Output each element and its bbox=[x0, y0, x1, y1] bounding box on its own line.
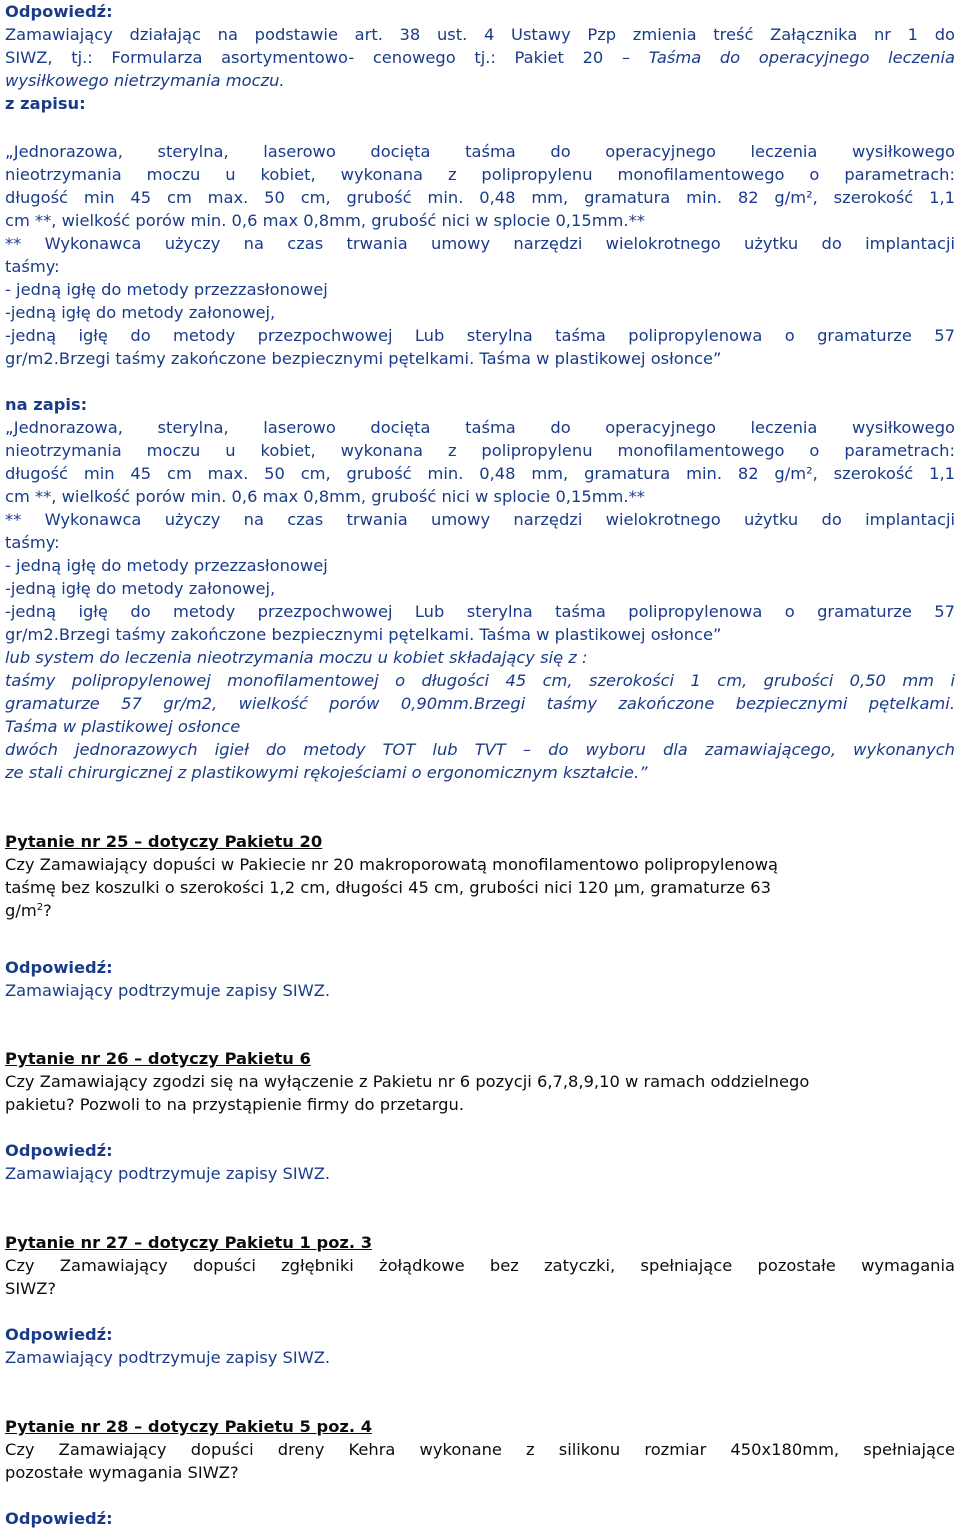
text-line: „Jednorazowa, sterylna, laserowo docięta taśma do operacyjnego leczenia wysiłkowego bbox=[5, 142, 955, 161]
text-line: Czy Zamawiający dopuści w Pakiecie nr 20 makroporowatą monofilamentowo polipropylenową bbox=[5, 855, 779, 874]
text-line: długość min 45 cm max. 50 cm, grubość min. 0,48 mm, gramatura min. 82 g/m², szerokość 1,1 bbox=[5, 188, 955, 207]
question-heading: Pytanie nr 25 – dotyczy Pakietu 20 bbox=[5, 832, 323, 851]
text-line: nieotrzymania moczu u kobiet, wykonana z polipropylenu monofilamentowego o parametrach: bbox=[5, 165, 955, 184]
text-line: Czy Zamawiający zgodzi się na wyłączenie z Pakietu nr 6 pozycji 6,7,8,9,10 w ramach oddzielnego bbox=[5, 1072, 810, 1091]
text-line: taśmy: bbox=[5, 257, 60, 276]
answer-heading: Odpowiedź: bbox=[5, 1325, 113, 1344]
text-line: wysiłkowego nietrzymania moczu. bbox=[5, 71, 285, 90]
text-line: długość min 45 cm max. 50 cm, grubość min. 0,48 mm, gramatura min. 82 g/m², szerokość 1,1 bbox=[5, 464, 955, 483]
text-line: Czy Zamawiający dopuści zgłębniki żołądkowe bez zatyczki, spełniające pozostałe wymagania bbox=[5, 1256, 955, 1275]
text-line: Zamawiający podtrzymuje zapisy SIWZ. bbox=[5, 1164, 331, 1183]
text-line: ** Wykonawca użyczy na czas trwania umowy narzędzi wielokrotnego użytku do implantacji bbox=[5, 510, 955, 529]
text-line: cm **, wielkość porów min. 0,6 max 0,8mm, grubość nici w splocie 0,15mm.** bbox=[5, 211, 645, 230]
text-line: Zamawiający podtrzymuje zapisy SIWZ. bbox=[5, 1348, 331, 1367]
text-line: Zamawiający podtrzymuje zapisy SIWZ. bbox=[5, 981, 331, 1000]
text-line: lub system do leczenia nieotrzymania moczu u kobiet składający się z : bbox=[5, 648, 588, 667]
text-line: -jedną igłę do metody załonowej, bbox=[5, 303, 276, 322]
text-line: -jedną igłę do metody przezpochwowej Lub sterylna taśma polipropylenowa o gramaturze 57 bbox=[5, 602, 955, 621]
answer-heading: Odpowiedź: bbox=[5, 2, 113, 21]
text-line: - jedną igłę do metody przezzasłonowej bbox=[5, 556, 328, 575]
text-line: - jedną igłę do metody przezzasłonowej bbox=[5, 280, 328, 299]
text-segment: SIWZ, tj.: Formularza asortymentowo- cenowego tj.: Pakiet 20 – bbox=[5, 48, 649, 67]
answer-heading: Odpowiedź: bbox=[5, 1141, 113, 1160]
text-line: -jedną igłę do metody załonowej, bbox=[5, 579, 276, 598]
text-line bbox=[5, 46, 955, 69]
text-line: cm **, wielkość porów min. 0,6 max 0,8mm, grubość nici w splocie 0,15mm.** bbox=[5, 487, 645, 506]
question-heading: Pytanie nr 28 – dotyczy Pakietu 5 poz. 4 bbox=[5, 1417, 373, 1436]
text-line: dwóch jednorazowych igieł do metody TOT lub TVT – do wyboru dla zamawiającego, wykonanych bbox=[5, 740, 955, 759]
text-line: taśmy polipropylenowej monofilamentowej o długości 45 cm, szerokości 1 cm, grubości 0,50 mm i bbox=[5, 671, 955, 690]
text-line: gramaturze 57 gr/m2, wielkość porów 0,90mm.Brzegi taśmy zakończone bezpiecznymi pętelkami. bbox=[5, 694, 955, 713]
text-line: SIWZ? bbox=[5, 1279, 57, 1298]
text-line: Zamawiający działając na podstawie art. 38 ust. 4 Ustawy Pzp zmienia treść Załącznika nr 1 do bbox=[5, 25, 955, 44]
text-line: ze stali chirurgicznej z plastikowymi rękojeściami o ergonomicznym kształcie.” bbox=[5, 763, 648, 782]
text-line: pakietu? Pozwoli to na przystąpienie firmy do przetargu. bbox=[5, 1095, 464, 1114]
text-segment: ? bbox=[43, 901, 52, 920]
text-line bbox=[5, 899, 955, 922]
from-text-heading: z zapisu: bbox=[5, 94, 86, 113]
text-line: ** Wykonawca użyczy na czas trwania umowy narzędzi wielokrotnego użytku do implantacji bbox=[5, 234, 955, 253]
question-heading: Pytanie nr 26 – dotyczy Pakietu 6 bbox=[5, 1049, 311, 1068]
text-line: gr/m2.Brzegi taśmy zakończone bezpiecznymi pętelkami. Taśma w plastikowej osłonce” bbox=[5, 349, 722, 368]
text-line: nieotrzymania moczu u kobiet, wykonana z polipropylenu monofilamentowego o parametrach: bbox=[5, 441, 955, 460]
text-line: -jedną igłę do metody przezpochwowej Lub sterylna taśma polipropylenowa o gramaturze 57 bbox=[5, 326, 955, 345]
text-segment: g/m bbox=[5, 901, 37, 920]
text-segment: 2 bbox=[36, 902, 44, 913]
text-segment: Taśma do operacyjnego leczenia bbox=[648, 48, 955, 67]
text-line: taśmy: bbox=[5, 533, 60, 552]
text-line: pozostałe wymagania SIWZ? bbox=[5, 1463, 239, 1482]
text-line: Taśma w plastikowej osłonce bbox=[5, 717, 241, 736]
text-line: gr/m2.Brzegi taśmy zakończone bezpiecznymi pętelkami. Taśma w plastikowej osłonce” bbox=[5, 625, 722, 644]
text-line: Czy Zamawiający dopuści dreny Kehra wykonane z silikonu rozmiar 450x180mm, spełniające bbox=[5, 1440, 955, 1459]
answer-heading: Odpowiedź: bbox=[5, 958, 113, 977]
question-heading: Pytanie nr 27 – dotyczy Pakietu 1 poz. 3 bbox=[5, 1233, 373, 1252]
answer-heading: Odpowiedź: bbox=[5, 1509, 113, 1528]
to-text-heading: na zapis: bbox=[5, 395, 88, 414]
text-line: taśmę bez koszulki o szerokości 1,2 cm, długości 45 cm, grubości nici 120 µm, gramaturze 63 bbox=[5, 878, 771, 897]
text-line: „Jednorazowa, sterylna, laserowo docięta taśma do operacyjnego leczenia wysiłkowego bbox=[5, 418, 955, 437]
